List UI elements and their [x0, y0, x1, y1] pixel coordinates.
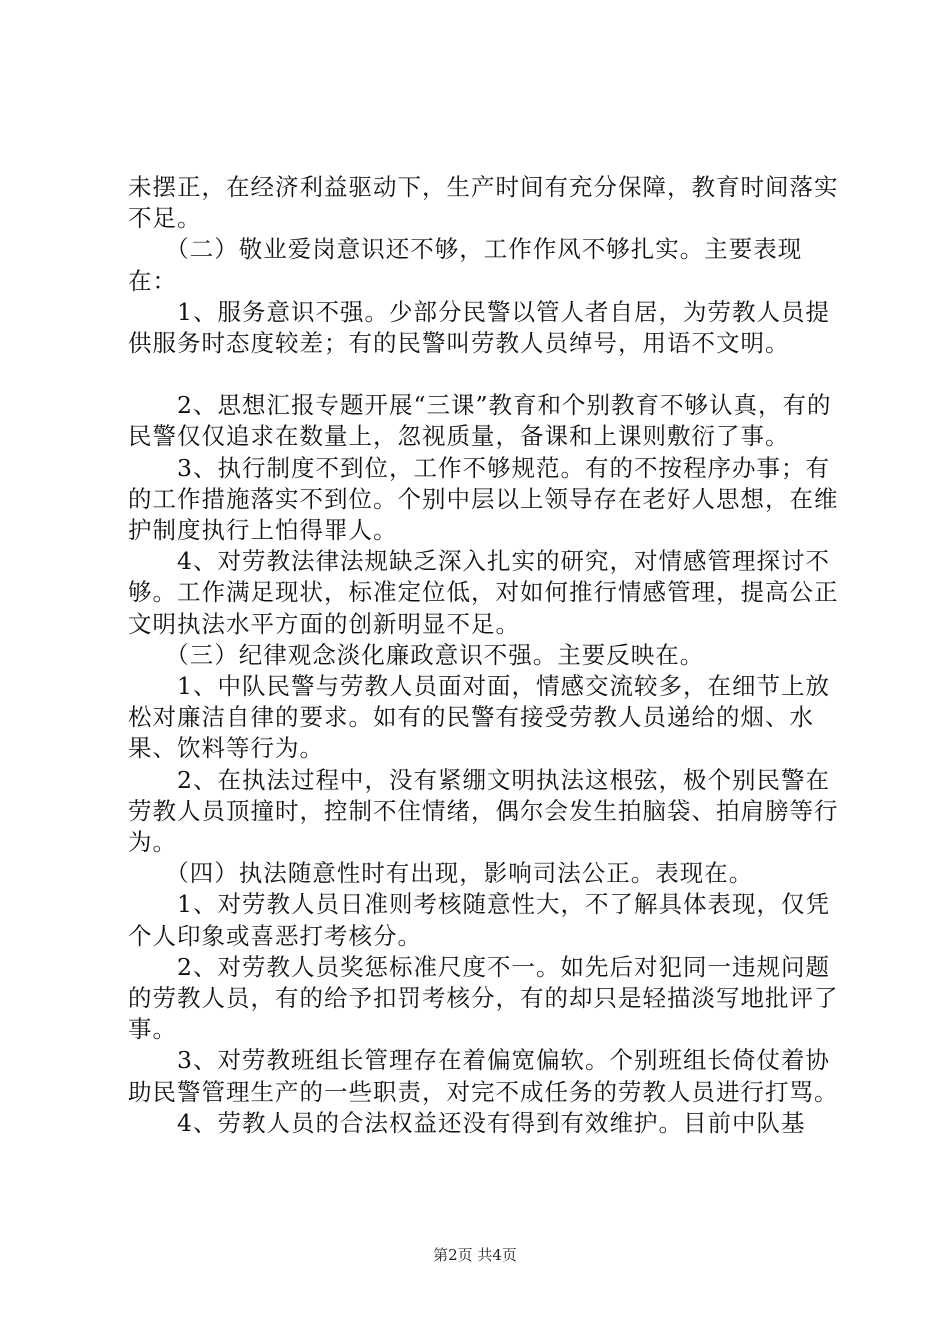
blank-line [128, 359, 840, 390]
paragraph: 1、服务意识不强。少部分民警以管人者自居，为劳教人员提供服务时态度较差；有的民警叫劳教人员绰号，用语不文明。 [128, 297, 830, 358]
paragraph: 2、在执法过程中，没有紧绷文明执法这根弦，极个别民警在劳教人员顶撞时，控制不住情绪，偶尔会发生拍脑袋、拍肩膀等行为。 [128, 765, 839, 857]
page-number-footer: 第2页 共4页 [433, 1246, 517, 1264]
paragraph: 4、对劳教法律法规缺乏深入扎实的研究，对情感管理探讨不够。工作满足现状，标准定位低，对如何推行情感管理，提高公正文明执法水平方面的创新明显不足。 [128, 547, 839, 638]
document-body [128, 172, 840, 1139]
paragraph: 3、执行制度不到位，工作不够规范。有的不按程序办事；有的工作措施落实不到位。个别中层以上领导存在老好人思想，在维护制度执行上怕得罪人。 [128, 453, 839, 545]
paragraph: 1、对劳教人员日准则考核随意性大，不了解具体表现，仅凭个人印象或喜恶打考核分。 [128, 890, 830, 950]
section-heading: （三）纪律观念淡化廉政意识不强。主要反映在。 [128, 640, 705, 669]
paragraph: 2、对劳教人员奖惩标准尺度不一。如先后对犯同一违规问题的劳教人员，有的给予扣罚考核分，有的却只是轻描淡写地批评了事。 [128, 952, 839, 1044]
section-heading: （二）敬业爱岗意识还不够，工作作风不够扎实。主要表现在： [128, 235, 803, 295]
paragraph: 4、劳教人员的合法权益还没有得到有效维护。目前中队基 [128, 1108, 806, 1137]
paragraph: 2、思想汇报专题开展“三课”教育和个别教育不够认真，有的民警仅仅追求在数量上，忽视质量，备课和上课则敷衍了事。 [128, 391, 832, 451]
paragraph: 未摆正，在经济利益驱动下，生产时间有充分保障，教育时间落实不足。 [128, 173, 839, 233]
paragraph: 3、对劳教班组长管理存在着偏宽偏软。个别班组长倚仗着协助民警管理生产的一些职责，对完不成任务的劳教人员进行打骂。 [128, 1046, 839, 1106]
section-heading: （四）执法随意性时有出现，影响司法公正。表现在。 [128, 859, 754, 888]
paragraph: 1、中队民警与劳教人员面对面，情感交流较多，在细节上放松对廉洁自律的要求。如有的民警有接受劳教人员递给的烟、水果、饮料等行为。 [128, 672, 830, 763]
